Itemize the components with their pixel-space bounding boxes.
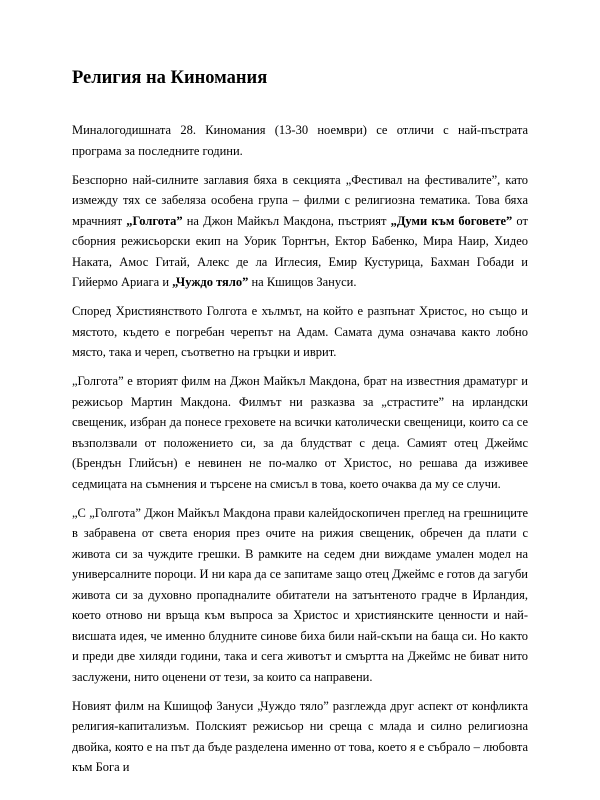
article-title: Религия на Киномания (72, 68, 268, 88)
film-title-golgotha: „Голгота” (126, 213, 183, 228)
paragraph-text: „С „Голгота” Джон Майкъл Макдона прави калейдоскопичен преглед на грешниците в забравена от света енория през очите на рижия свещеник, обречен да плати с живота си за чуждите грешки. В рамките на седем дни виждаме умален модел на универсалните пороци. И ни кара да се запитаме защо отец Джеймс е готов да загуби живота си за духовно пропадналите обитатели на затънтеното градче в Ирландия, което отново ни връща към въпроса за Христос и християнските ценности и най-висшата идея, че именно блудните синове биха били най-скъпи на баща си. Но както и преди две хиляди години, така и сега животът и смъртта на Джеймс не биват нито заслужени, нито оценени от тези, за които са направени. (72, 505, 528, 684)
paragraph-foreign-body (72, 696, 528, 778)
paragraph-festival-section (72, 170, 528, 293)
paragraph-text: Новият филм на Кшищоф Зануси „Чуждо тяло” разглежда друг аспект от конфликта религия-капитализъм. Полският режисьор ни среща с млада и силно религиозна двойка, която е на път да бъде разделена именно от това, което я е събрало – любовта към Бога и (72, 698, 528, 774)
film-title-words-with-gods: „Думи към боговете” (390, 213, 513, 228)
paragraph-text: Според Християнството Голгота е хълмът, на който е разпънат Христос, но също и мястото, където е погребан черепът на Адам. Самата дума означава както лобно място, така и череп, съответно на гръцки и иврит. (72, 304, 528, 359)
article-body (72, 120, 528, 786)
paragraph-text: Миналогодишната 28. Киномания (13-30 ноември) се отличи с най-пъстрата програма за последните години. (72, 123, 528, 158)
paragraph-text: Безспорно най-силните заглавия бяха в секцията „Фестивал на фестивалите”, като измежду тях се забеляза особена група – филми с религиозна тематика. Това бяха мрачният (72, 172, 528, 228)
paragraph-golgotha-meaning (72, 301, 528, 363)
paragraph-golgotha-film (72, 371, 528, 494)
paragraph-text: „Голгота” е вторият филм на Джон Майкъл Макдона, брат на известния драматург и режисьор Мартин Макдона. Филмът ни разказва за „страстите” на ирландски свещеник, избран да понесе греховете на всички католически свещеници, които са се възползвали от положението си, за да блудстват с деца. Самият отец Джеймс (Брендън Глийсън) е невинен не по-малко от Христос, но решава да изживее седмицата на съмнения и търсене на смисъл в това, което очаква да му се случи. (72, 374, 528, 491)
paragraph-text: на Джон Майкъл Макдона, пъстрият (182, 213, 391, 228)
paragraph-intro (72, 120, 528, 161)
paragraph-golgotha-review (72, 503, 528, 688)
film-title-foreign-body: „Чуждо тяло” (172, 275, 249, 289)
paragraph-text: на Кшищов Зануси. (248, 275, 357, 289)
paragraph-text: от сборния режисьорски екип на Уорик Торнтън, Ектор Бабенко, Мира Наир, Хидео Наката, Амос Гитай, Алекс де ла Иглесия, Емир Кустурица, Бахман Гобади и Гийермо Ариага и (72, 213, 528, 289)
